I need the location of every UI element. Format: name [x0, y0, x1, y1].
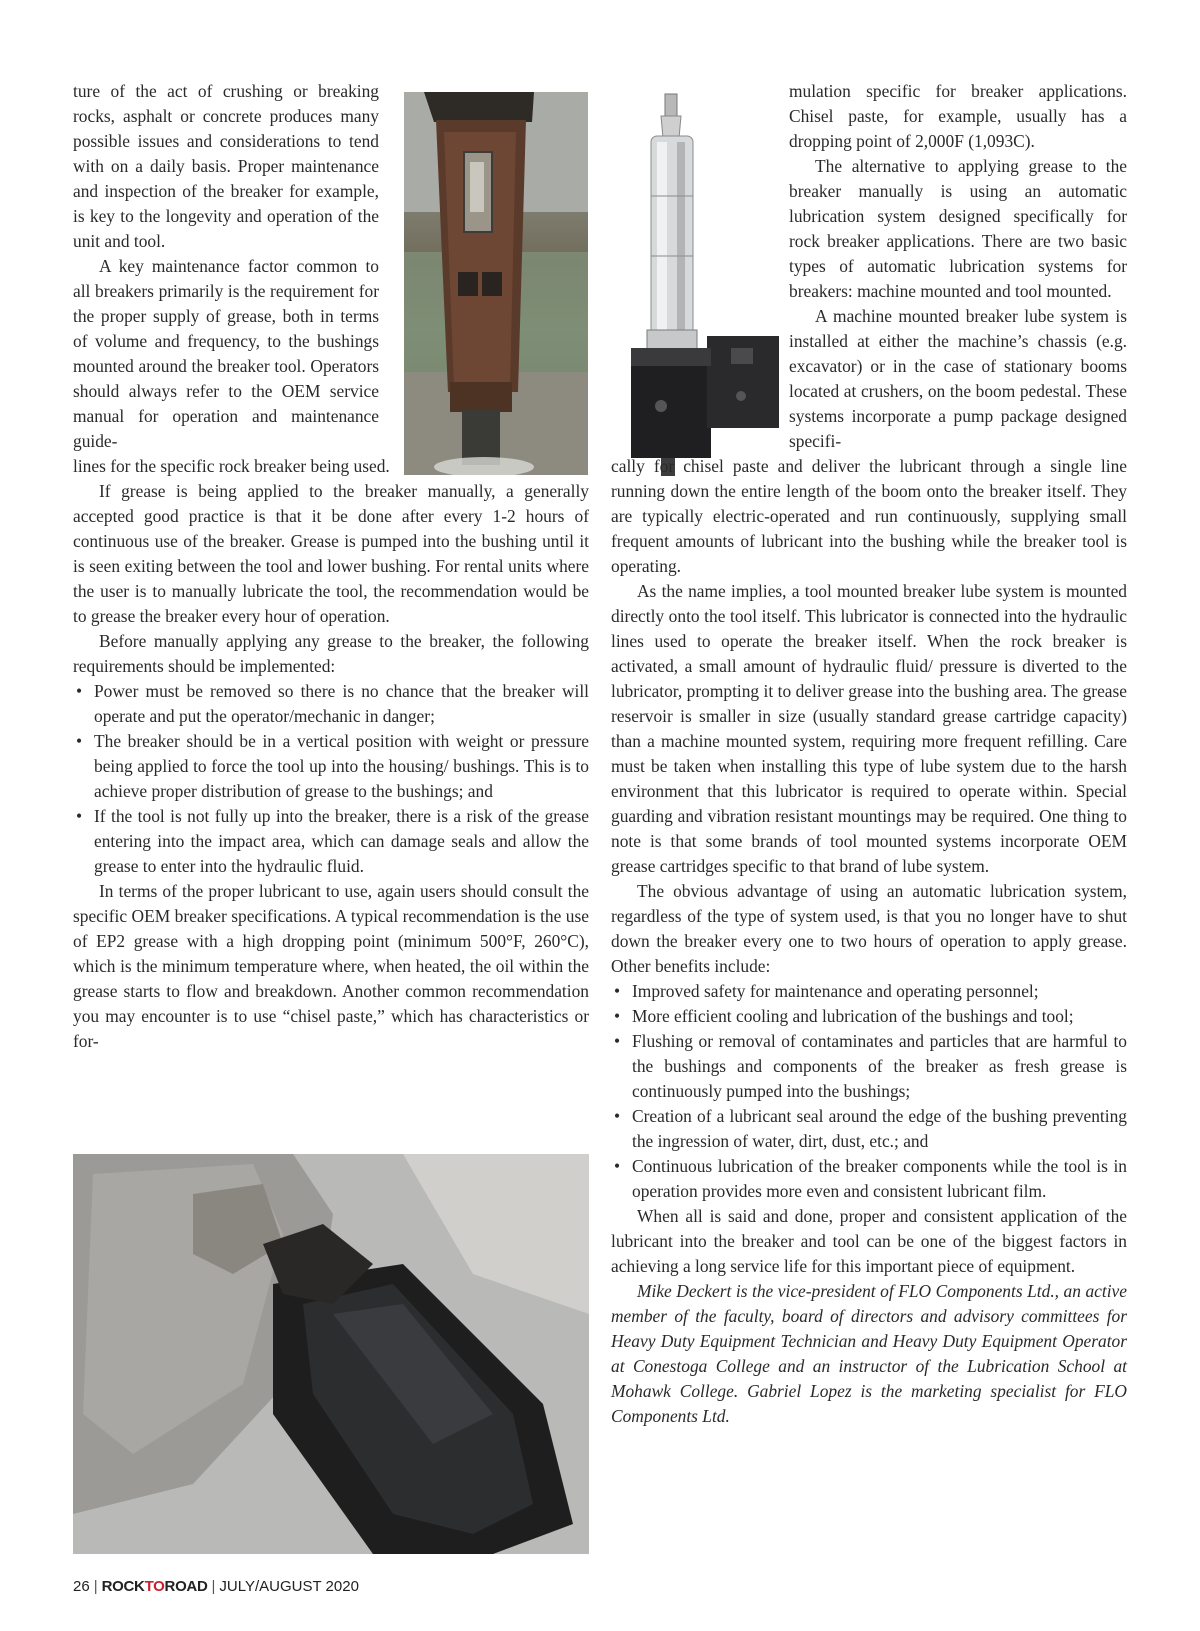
logo-rock: ROCK: [101, 1578, 145, 1595]
magazine-logo: [102, 1578, 208, 1595]
page-footer: [73, 1578, 359, 1595]
right-bullet-item: • Creation of a lubricant seal around the edge of the bushing preventing the ingression of water, dirt, dust, etc.; and: [611, 1104, 1127, 1154]
left-bullet-item: • Power must be removed so there is no chance that the breaker will operate and put the operator/mechanic in danger;: [73, 679, 589, 729]
page-number: 26: [73, 1578, 90, 1595]
right-wrapped-tail: cally for chisel paste and deliver the lubricant through a single line running down the entire length of the boom onto the breaker itself. They are typically electric-operated and run continuously, supplying small frequent amounts of lubricant into the bushing while the breaker tool is operating.: [611, 456, 1127, 576]
right-bullet-item: • Continuous lubrication of the breaker components while the tool is in operation provides more even and consistent lubricant film.: [611, 1154, 1127, 1204]
right-wrapped-paragraph-1: mulation specific for breaker applications. Chisel paste, for example, usually has a dropping point of 2,000F (1,093C).: [789, 81, 1127, 151]
right-column: [611, 79, 1127, 1429]
left-wrapped-tail: lines for the specific rock breaker being used.: [73, 456, 390, 476]
right-wrapped-paragraph-2: The alternative to applying grease to the breaker manually is using an automatic lubrication system designed specifically for rock breaker applications. There are two basic types of automatic lubrication systems for breakers: machine mounted and tool mounted.: [789, 156, 1127, 301]
author-bio: Mike Deckert is the vice-president of FLO Components Ltd., an active member of the faculty, board of directors and advisory committees for Heavy Duty Equipment Technician and Heavy Duty Equipment Operator at Conestoga College and an instructor of the Lubrication School at Mohawk College. Gabriel Lopez is the marketing specialist for FLO Components Ltd.: [611, 1281, 1127, 1426]
left-bullet-item: • The breaker should be in a vertical position with weight or pressure being applied to force the tool up into the housing/ bushings. This is to achieve proper distribution of grease to the bushings; and: [73, 729, 589, 804]
footer-separator: |: [211, 1578, 216, 1595]
left-bullet-list: [73, 679, 589, 879]
right-paragraph-conclusion: When all is said and done, proper and consistent application of the lubricant into the breaker and tool can be one of the biggest factors in achieving a long service life for this important piece of equipment.: [611, 1206, 1127, 1276]
greased-tool-photo: [73, 1154, 589, 1554]
greased-tool-illustration: [73, 1154, 589, 1554]
logo-to: TO: [144, 1578, 165, 1595]
right-bullet-item: • More efficient cooling and lubrication of the bushings and tool;: [611, 1004, 1127, 1029]
right-bullet-item: • Improved safety for maintenance and operating personnel;: [611, 979, 1127, 1004]
right-bullet-list: [611, 979, 1127, 1204]
left-paragraph-lubricant: In terms of the proper lubricant to use, again users should consult the specific OEM breaker specifications. A typical recommendation is the use of EP2 grease with a high dropping point (minimum 500°F, 260°C), which is the minimum temperature where, when heated, the oil within the grease starts to flow and breakdown. Another common recommendation you may encounter is to use “chisel paste,” which has characteristics or for-: [73, 881, 589, 1051]
right-wrapped-block: [789, 79, 1127, 454]
left-bullet-item: • If the tool is not fully up into the breaker, there is a risk of the grease entering into the impact area, which can damage seals and allow the grease to enter into the hydraulic fluid.: [73, 804, 589, 879]
right-wrapped-paragraph-3: A machine mounted breaker lube system is installed at either the machine’s chassis (e.g. excavator) or in the case of stationary booms located at crushers, on the boom pedestal. These systems incorporate a pump package designed specifi-: [789, 306, 1127, 451]
issue-date: JULY/AUGUST 2020: [219, 1578, 359, 1595]
logo-road: ROAD: [164, 1578, 208, 1595]
left-wrapped-block: [73, 79, 379, 454]
right-paragraph-tool-mounted: As the name implies, a tool mounted breaker lube system is mounted directly onto the tool itself. This lubricator is connected into the hydraulic lines used to operate the breaker itself. When the rock breaker is activated, a small amount of hydraulic fluid/ pressure is diverted to the lubricator, prompting it to deliver grease into the bushing area. The grease reservoir is smaller in size (usually standard grease cartridge capacity) than a machine mounted system, requiring more frequent refilling. Care must be taken when installing this type of lube system due to the harsh environment that this lubricator is required to operate within. Special guarding and vibration resistant mountings may be required. One thing to note is that some brands of tool mounted systems incorporate OEM grease cartridges specific to that brand of lube system.: [611, 581, 1127, 876]
left-column: [73, 79, 589, 1054]
right-paragraph-advantages: The obvious advantage of using an automatic lubrication system, regardless of the type of system used, is that you no longer have to shut down the breaker every one to two hours of operation to apply grease. Other benefits include:: [611, 881, 1127, 976]
left-paragraph-requirements: Before manually applying any grease to the breaker, the following requirements should be implemented:: [73, 631, 589, 676]
left-paragraph-manual-grease: If grease is being applied to the breaker manually, a generally accepted good practice is that it be done after every 1-2 hours of continuous use of the breaker. Grease is pumped into the bushing until it is seen exiting between the tool and lower bushing. For rental units where the user is to manually lubricate the tool, the recommendation would be to grease the breaker every hour of operation.: [73, 481, 589, 626]
left-wrapped-paragraph-1: ture of the act of crushing or breaking rocks, asphalt or concrete produces many possible issues and considerations to tend with on a daily basis. Proper maintenance and inspection of the breaker for example, is key to the longevity and operation of the unit and tool.: [73, 81, 379, 251]
right-bullet-item: • Flushing or removal of contaminates and particles that are harmful to the bushings and components of the breaker as fresh grease is continuously pumped into the bushings;: [611, 1029, 1127, 1104]
left-wrapped-paragraph-2: A key maintenance factor common to all breakers primarily is the requirement for the proper supply of grease, both in terms of volume and frequency, to the bushings mounted around the breaker tool. Operators should always refer to the OEM service manual for operation and maintenance guide-: [73, 256, 379, 451]
footer-separator: |: [93, 1578, 98, 1595]
